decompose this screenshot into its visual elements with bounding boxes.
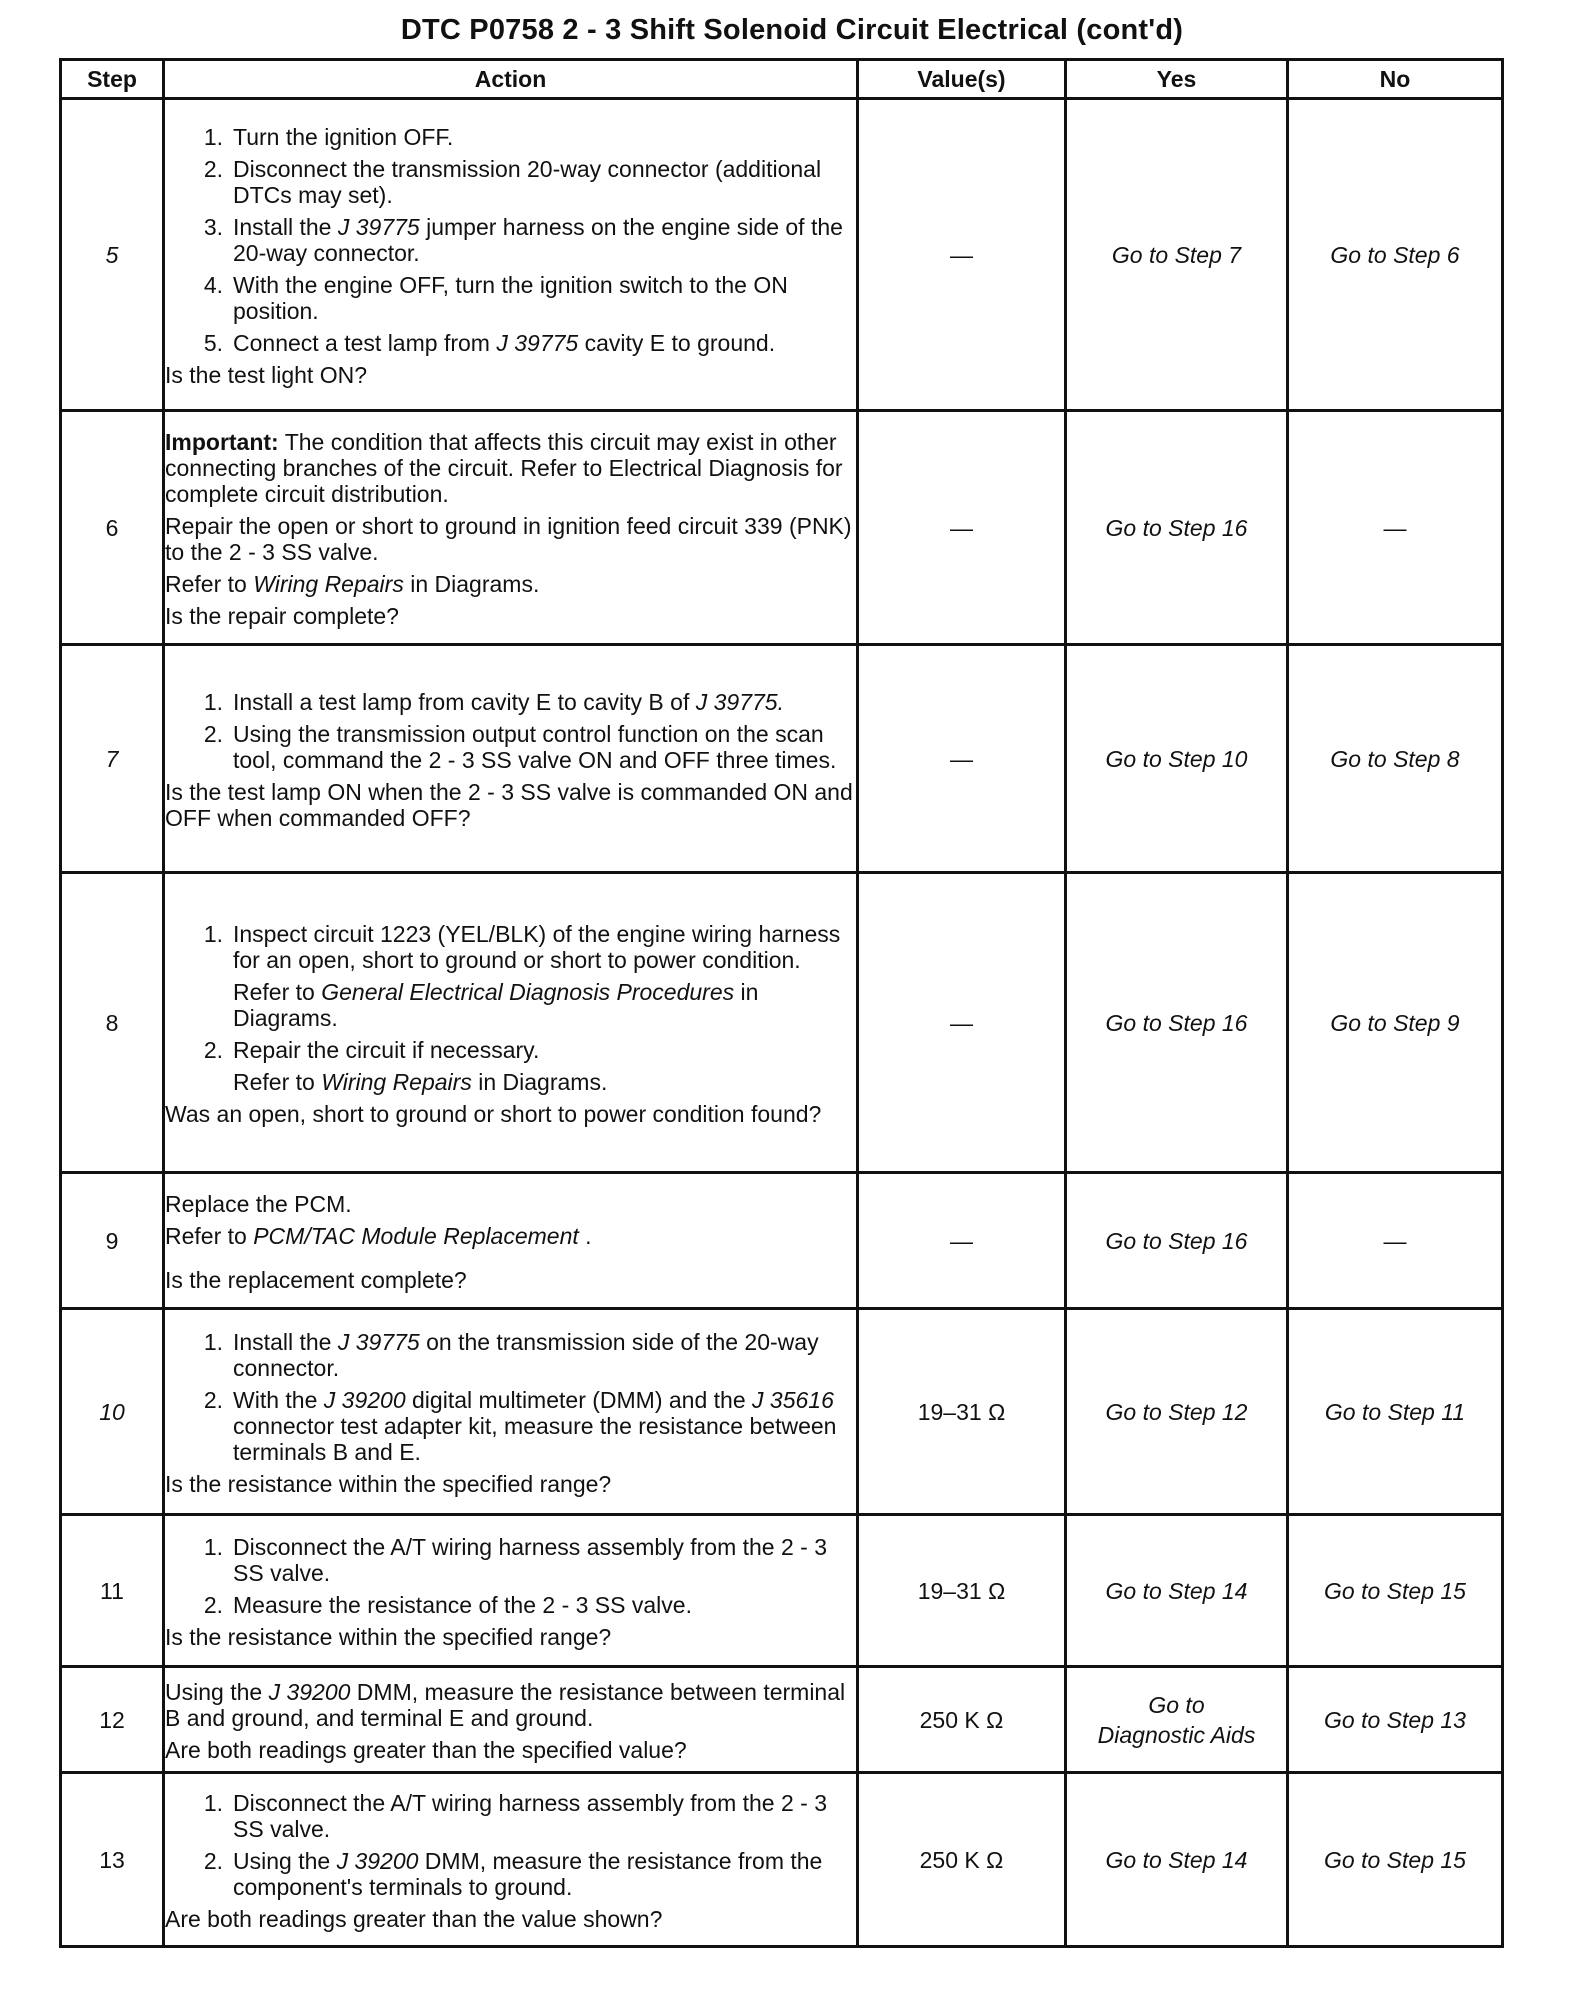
value-cell: 250 K Ω: [858, 1667, 1066, 1773]
no-cell: —: [1288, 1173, 1503, 1309]
tool-ref: J 39200: [268, 1678, 351, 1705]
question-text: Is the replacement complete?: [165, 1266, 467, 1293]
yes-cell: Go to Step 12: [1066, 1309, 1288, 1515]
question-text: Are both readings greater than the value shown?: [165, 1905, 663, 1932]
list-number: 2.: [203, 1036, 223, 1063]
action-text: in Diagrams.: [471, 1068, 608, 1095]
no-cell: Go to Step 15: [1288, 1515, 1503, 1667]
action-text: Refer to: [165, 1222, 254, 1249]
question-text: Is the resistance within the specified range?: [165, 1470, 612, 1497]
value-cell: —: [858, 873, 1066, 1173]
action-text: Inspect circuit 1223 (YEL/BLK) of the engine wiring harness for an open, short to ground or short to power condition.: [233, 920, 841, 973]
yes-text: Go to: [1148, 1691, 1205, 1718]
step-number: 6: [61, 411, 164, 645]
step-number: 13: [61, 1773, 164, 1947]
table-row: [61, 873, 1503, 1173]
action-text: digital multimeter (DMM) and the: [405, 1386, 753, 1413]
action-text: on the transmission side of the 20-way connector.: [233, 1328, 819, 1381]
action-text: Replace the PCM.: [165, 1190, 352, 1217]
list-number: 1.: [203, 920, 223, 947]
step-number: 11: [61, 1515, 164, 1667]
list-number: 5.: [203, 329, 223, 356]
action-text: Install the: [233, 213, 338, 240]
action-text: Disconnect the transmission 20-way connector (additional DTCs may set).: [233, 155, 822, 208]
list-number: 2.: [203, 1591, 223, 1618]
yes-cell: Go to Step 16: [1066, 1173, 1288, 1309]
action-text: DMM, measure the resistance between terminal B and ground, and terminal E and ground.: [165, 1678, 846, 1731]
table-row: [61, 1515, 1503, 1667]
list-number: 3.: [203, 213, 223, 240]
question-text: Is the test lamp ON when the 2 - 3 SS valve is commanded ON and OFF when commanded OFF?: [165, 778, 853, 831]
yes-cell: Go to Step 10: [1066, 645, 1288, 873]
action-text: Refer to: [233, 978, 322, 1005]
list-number: 1.: [203, 1533, 223, 1560]
action-cell: [164, 411, 858, 645]
tool-ref: J 39775: [496, 329, 579, 356]
list-number: 2.: [203, 1847, 223, 1874]
action-text: Refer to: [165, 570, 254, 597]
action-text: connector test adapter kit, measure the resistance between terminals B and E.: [233, 1412, 837, 1465]
no-cell: Go to Step 6: [1288, 99, 1503, 411]
action-text: jumper harness on the engine side of the 20-way connector.: [233, 213, 843, 266]
question-text: Is the test light ON?: [165, 361, 367, 388]
important-label: Important:: [165, 428, 279, 455]
action-text: Connect a test lamp from: [233, 329, 497, 356]
action-text: The condition that affects this circuit may exist in other connecting branches of the circuit. Refer to Electrical Diagnosis for complete circuit distribution.: [165, 428, 843, 507]
action-text: Refer to: [233, 1068, 322, 1095]
list-number: 1.: [203, 1789, 223, 1816]
diagnostic-table: [59, 58, 1504, 1948]
reference-title: PCM/TAC Module Replacement: [253, 1222, 579, 1249]
tool-ref: J 39200: [336, 1847, 419, 1874]
no-cell: Go to Step 13: [1288, 1667, 1503, 1773]
table-row: [61, 99, 1503, 411]
question-text: Are both readings greater than the specified value?: [165, 1736, 687, 1763]
page-title: DTC P0758 2 - 3 Shift Solenoid Circuit Electrical (cont'd): [400, 14, 1184, 46]
action-cell: [164, 1309, 858, 1515]
action-text: cavity E to ground.: [578, 329, 776, 356]
question-text: Is the repair complete?: [165, 602, 399, 629]
table-row: [61, 1173, 1503, 1309]
header-step: Step: [61, 60, 164, 99]
value-cell: —: [858, 411, 1066, 645]
value-cell: —: [858, 99, 1066, 411]
action-text: With the engine OFF, turn the ignition switch to the ON position.: [233, 271, 788, 324]
value-cell: —: [858, 1173, 1066, 1309]
action-text: Using the: [165, 1678, 269, 1705]
list-number: 1.: [203, 123, 223, 150]
action-cell: [164, 1173, 858, 1309]
list-number: 1.: [203, 688, 223, 715]
action-text: Install a test lamp from cavity E to cavity B of: [233, 688, 696, 715]
action-cell: [164, 1515, 858, 1667]
reference-title: Wiring Repairs: [253, 570, 404, 597]
tool-ref: J 39775.: [695, 688, 784, 715]
no-cell: —: [1288, 411, 1503, 645]
no-cell: Go to Step 9: [1288, 873, 1503, 1173]
tool-ref: J 39200: [323, 1386, 406, 1413]
header-action: Action: [164, 60, 858, 99]
action-text: With the: [233, 1386, 324, 1413]
value-cell: 19–31 Ω: [858, 1309, 1066, 1515]
action-text: DMM, measure the resistance from the component's terminals to ground.: [233, 1847, 823, 1900]
value-cell: 19–31 Ω: [858, 1515, 1066, 1667]
tool-ref: J 39775: [337, 1328, 420, 1355]
list-number: 1.: [203, 1328, 223, 1355]
table-row: [61, 411, 1503, 645]
action-text: Repair the circuit if necessary.: [233, 1036, 540, 1063]
action-text: Disconnect the A/T wiring harness assembly from the 2 - 3 SS valve.: [233, 1533, 828, 1586]
table-row: [61, 1667, 1503, 1773]
question-text: Was an open, short to ground or short to power condition found?: [165, 1100, 822, 1127]
list-number: 4.: [203, 271, 223, 298]
table-row: [61, 1309, 1503, 1515]
action-text: Install the: [233, 1328, 338, 1355]
list-number: 2.: [203, 720, 223, 747]
action-cell: [164, 645, 858, 873]
yes-cell: Go to Step 16: [1066, 411, 1288, 645]
yes-cell: [1066, 1667, 1288, 1773]
action-text: Turn the ignition OFF.: [233, 123, 454, 150]
step-number: 8: [61, 873, 164, 1173]
table-row: [61, 645, 1503, 873]
action-text: Measure the resistance of the 2 - 3 SS valve.: [233, 1591, 692, 1618]
action-text: Using the: [233, 1847, 337, 1874]
step-number: 12: [61, 1667, 164, 1773]
step-number: 5: [61, 99, 164, 411]
header-no: No: [1288, 60, 1503, 99]
action-cell: [164, 873, 858, 1173]
yes-cell: Go to Step 14: [1066, 1773, 1288, 1947]
action-cell: [164, 99, 858, 411]
table-row: [61, 1773, 1503, 1947]
step-number: 9: [61, 1173, 164, 1309]
action-text: Using the transmission output control function on the scan tool, command the 2 - 3 SS valve ON and OFF three times.: [233, 720, 837, 773]
no-cell: Go to Step 15: [1288, 1773, 1503, 1947]
tool-ref: J 35616: [752, 1386, 834, 1413]
yes-cell: Go to Step 14: [1066, 1515, 1288, 1667]
action-text: Disconnect the A/T wiring harness assembly from the 2 - 3 SS valve.: [233, 1789, 828, 1842]
action-text: in Diagrams.: [403, 570, 540, 597]
yes-cell: Go to Step 16: [1066, 873, 1288, 1173]
yes-cell: Go to Step 7: [1066, 99, 1288, 411]
no-cell: Go to Step 11: [1288, 1309, 1503, 1515]
yes-text: Diagnostic Aids: [1097, 1721, 1256, 1748]
list-number: 2.: [203, 1386, 223, 1413]
no-cell: Go to Step 8: [1288, 645, 1503, 873]
action-cell: [164, 1667, 858, 1773]
header-row: [61, 60, 1503, 99]
reference-title: General Electrical Diagnosis Procedures: [321, 978, 735, 1005]
action-text: in Diagrams.: [233, 978, 759, 1031]
header-yes: Yes: [1066, 60, 1288, 99]
action-text: .: [578, 1222, 592, 1249]
step-number: 7: [61, 645, 164, 873]
step-number: 10: [61, 1309, 164, 1515]
list-number: 2.: [203, 155, 223, 182]
value-cell: —: [858, 645, 1066, 873]
action-text: Repair the open or short to ground in ignition feed circuit 339 (PNK) to the 2 - 3 SS valve.: [165, 512, 852, 565]
tool-ref: J 39775: [337, 213, 420, 240]
question-text: Is the resistance within the specified range?: [165, 1623, 612, 1650]
reference-title: Wiring Repairs: [321, 1068, 472, 1095]
action-cell: [164, 1773, 858, 1947]
value-cell: 250 K Ω: [858, 1773, 1066, 1947]
header-values: Value(s): [858, 60, 1066, 99]
